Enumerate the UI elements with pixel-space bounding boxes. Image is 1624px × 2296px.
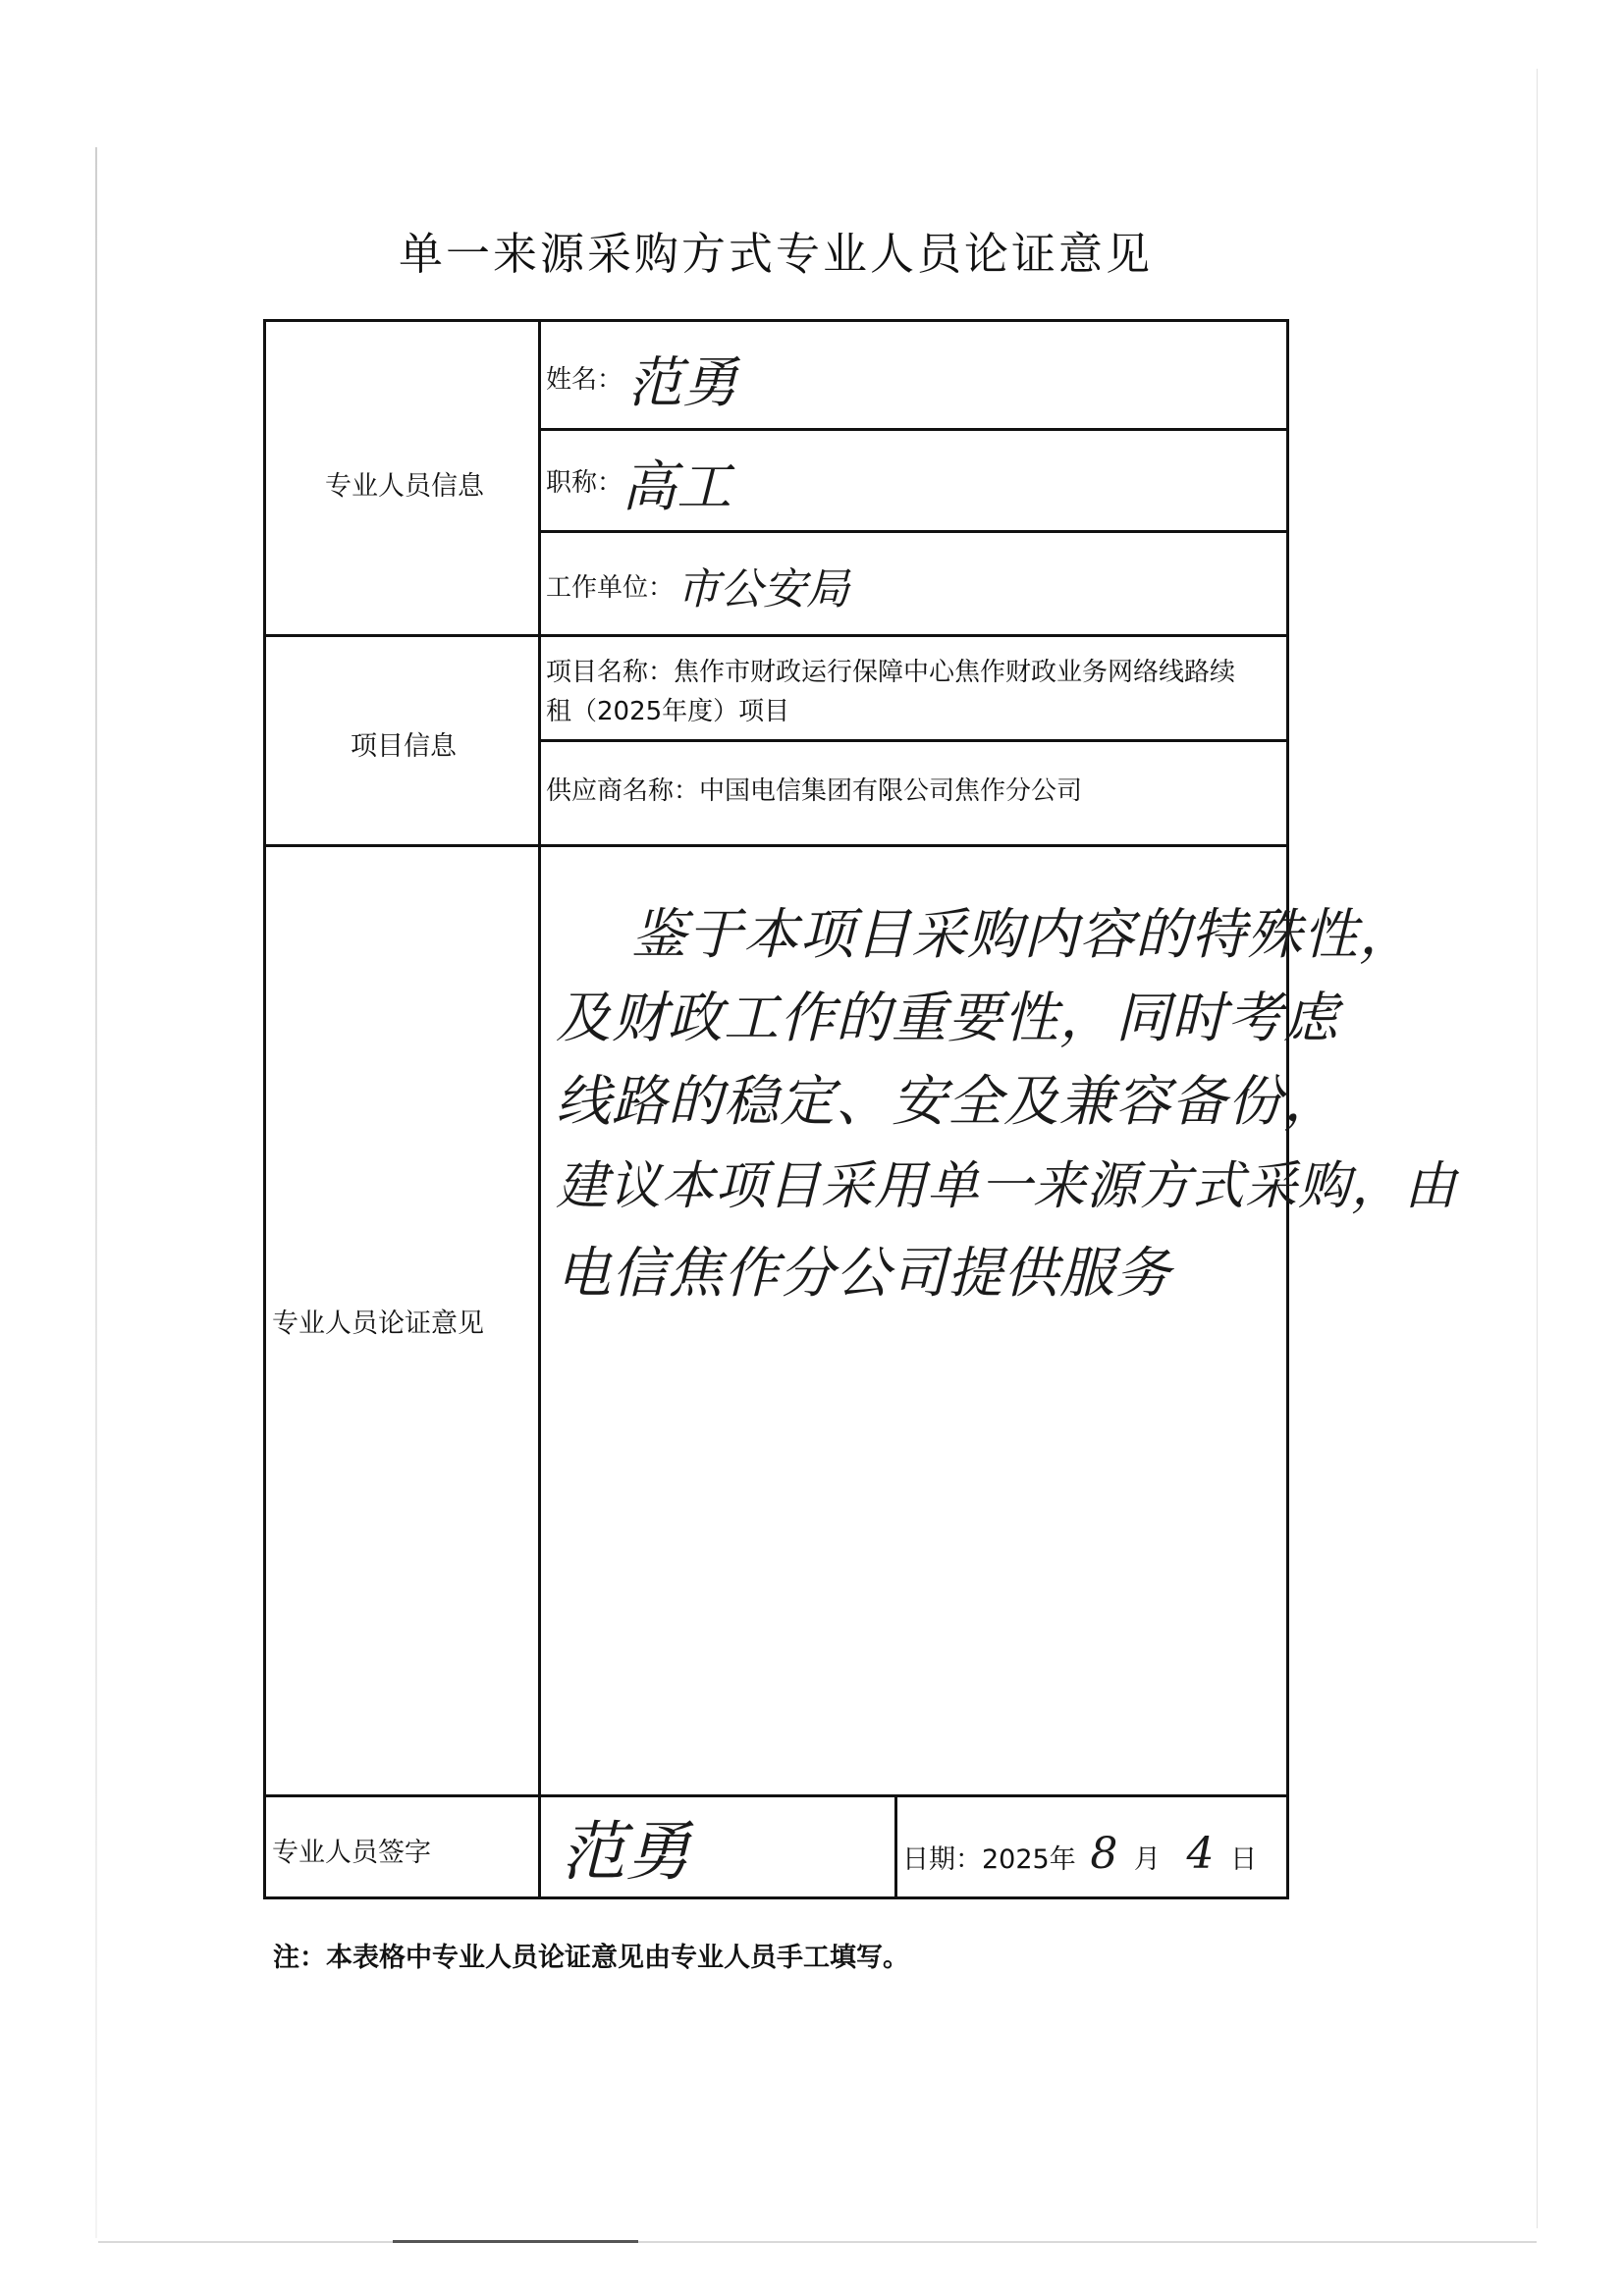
title-label: 职称： <box>546 468 623 498</box>
row-line <box>538 739 1289 742</box>
section-line <box>266 1794 1289 1797</box>
name-label: 姓名： <box>546 365 623 395</box>
scan-edge-bottom <box>98 2241 1537 2243</box>
opinion-line: 线路的稳定、安全及兼容备份， <box>556 1070 1339 1134</box>
section-project-info: 项目信息 <box>351 731 457 762</box>
scan-edge-bottom-mark <box>393 2240 638 2243</box>
section-signature: 专业人员签字 <box>272 1838 431 1868</box>
opinion-line: 及财政工作的重要性，同时考虑 <box>556 987 1339 1050</box>
opinion-line: 建议本项目采用单一来源方式采购，由 <box>556 1156 1457 1216</box>
employer-label: 工作单位： <box>546 573 675 603</box>
row-line <box>538 530 1289 533</box>
project-name-value: 焦作市财政运行保障中心焦作财政业务网络线路续租（2025年度）项目 <box>546 658 1236 726</box>
section-opinion: 专业人员论证意见 <box>272 1308 484 1339</box>
date-field <box>902 1829 1257 1879</box>
document-title: 单一来源采购方式专业人员论证意见 <box>398 228 1153 280</box>
project-name-field <box>546 653 1253 731</box>
name-value: 范勇 <box>627 351 737 415</box>
date-day: 4 <box>1186 1829 1215 1879</box>
supplier-label: 供应商名称： <box>546 776 700 806</box>
title-value: 高工 <box>622 455 731 519</box>
opinion-line: 鉴于本项目采购内容的特殊性， <box>631 903 1415 967</box>
section-line <box>266 844 1289 847</box>
row-line <box>538 428 1289 431</box>
supplier-field <box>546 772 1272 811</box>
scan-edge-right <box>1537 69 1538 2228</box>
date-day-unit: 日 <box>1230 1844 1258 1875</box>
signature-value: 范勇 <box>561 1814 690 1890</box>
form-table <box>263 319 1457 1899</box>
employer-value: 市公安局 <box>677 564 849 614</box>
opinion-line: 电信焦作分公司提供服务 <box>556 1242 1171 1306</box>
date-month-unit: 月 <box>1133 1844 1161 1875</box>
footnote: 注：本表格中专业人员论证意见由专业人员手工填写。 <box>273 1943 909 1973</box>
date-label: 日期： <box>902 1844 982 1875</box>
scan-edge-left <box>95 147 97 2238</box>
column-divider <box>538 322 541 1897</box>
date-year: 2025年 <box>982 1844 1076 1875</box>
date-month: 8 <box>1090 1829 1118 1879</box>
project-name-label: 项目名称： <box>546 658 675 687</box>
section-line <box>266 634 1289 637</box>
signature-divider <box>894 1794 897 1897</box>
section-expert-info: 专业人员信息 <box>325 471 484 502</box>
supplier-value: 中国电信集团有限公司焦作分公司 <box>699 776 1083 806</box>
